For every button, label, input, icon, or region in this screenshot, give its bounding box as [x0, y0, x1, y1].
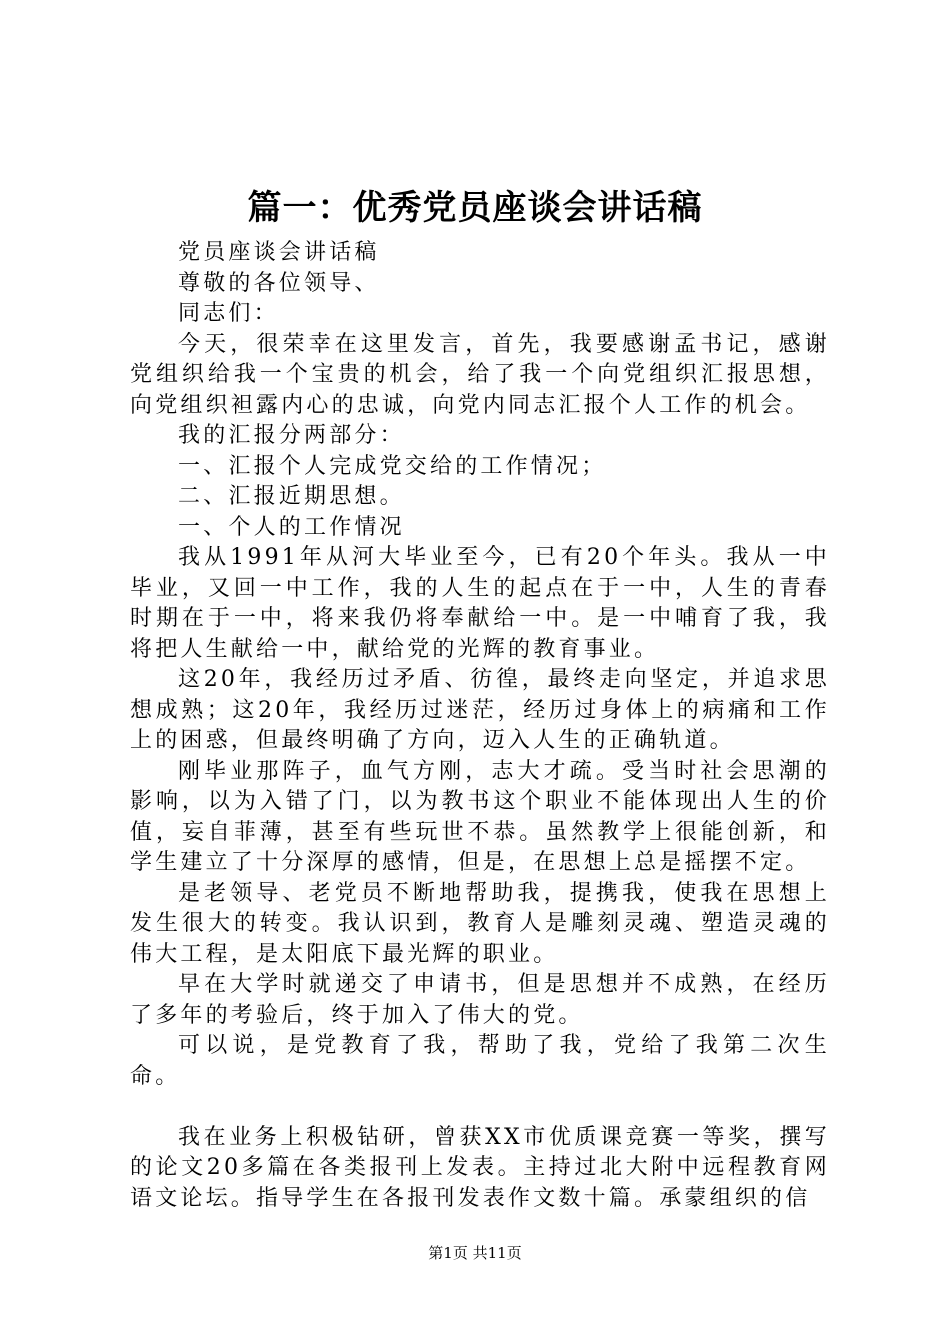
paragraph-body-7: 我在业务上积极钻研，曾获XX市优质课竞赛一等奖，撰写的论文20多篇在各类报刊上发表。主持过北大附中远程教育网语文论坛。指导学生在各报刊发表作文数十篇。承蒙组织的信 — [130, 1124, 830, 1211]
document-title: 篇一：优秀党员座谈会讲话稿 — [247, 188, 703, 228]
paragraph-outline-item-2: 二、汇报近期思想。 — [178, 484, 405, 509]
paragraph-body-6: 可以说，是党教育了我，帮助了我，党给了我第二次生命。 — [130, 1033, 830, 1089]
paragraph-opening: 今天，很荣幸在这里发言，首先，我要感谢孟书记，感谢党组织给我一个宝贵的机会，给了我一个向党组织汇报思想，向党组织袒露内心的忠诚，向党内同志汇报个人工作的机会。 — [130, 331, 830, 418]
document-body — [130, 238, 830, 1214]
paragraph-body-2: 这20年，我经历过矛盾、彷徨，最终走向坚定，并追求思想成熟；这20年，我经历过迷茫，经历过身体上的病痛和工作上的困惑，但最终明确了方向，迈入人生的正确轨道。 — [130, 667, 830, 753]
paragraph-salutation-2: 同志们： — [178, 301, 279, 326]
paragraph-outline-item-1: 一、汇报个人完成党交给的工作情况； — [178, 453, 607, 479]
paragraph-section-heading: 一、个人的工作情况 — [178, 514, 405, 540]
paragraph-spacer — [130, 1092, 830, 1123]
paragraph-salutation-1: 尊敬的各位领导、 — [178, 270, 380, 296]
paragraph-body-3: 刚毕业那阵子，血气方刚，志大才疏。受当时社会思潮的影响，以为入错了门，以为教书这个职业不能体现出人生的价值，妄自菲薄，甚至有些玩世不恭。虽然教学上很能创新，和学生建立了十分深厚的感情，但是，在思想上总是摇摆不定。 — [130, 758, 830, 875]
page-footer: 第1页 共11页 — [428, 1244, 522, 1262]
paragraph-body-4: 是老领导、老党员不断地帮助我，提携我，使我在思想上发生很大的转变。我认识到，教育人是雕刻灵魂、塑造灵魂的伟大工程，是太阳底下最光辉的职业。 — [130, 880, 830, 967]
paragraph-body-1: 我从1991年从河大毕业至今，已有20个年头。我从一中毕业，又回一中工作，我的人生的起点在于一中，人生的青春时期在于一中，将来我仍将奉献给一中。是一中哺育了我，我将把人生献给一中，献给党的光辉的教育事业。 — [130, 545, 830, 662]
paragraph-body-5: 早在大学时就递交了申请书，但是思想并不成熟，在经历了多年的考验后，终于加入了伟大的党。 — [130, 972, 830, 1028]
paragraph-heading: 党员座谈会讲话稿 — [178, 240, 380, 265]
paragraph-outline-intro: 我的汇报分两部分： — [178, 423, 405, 448]
